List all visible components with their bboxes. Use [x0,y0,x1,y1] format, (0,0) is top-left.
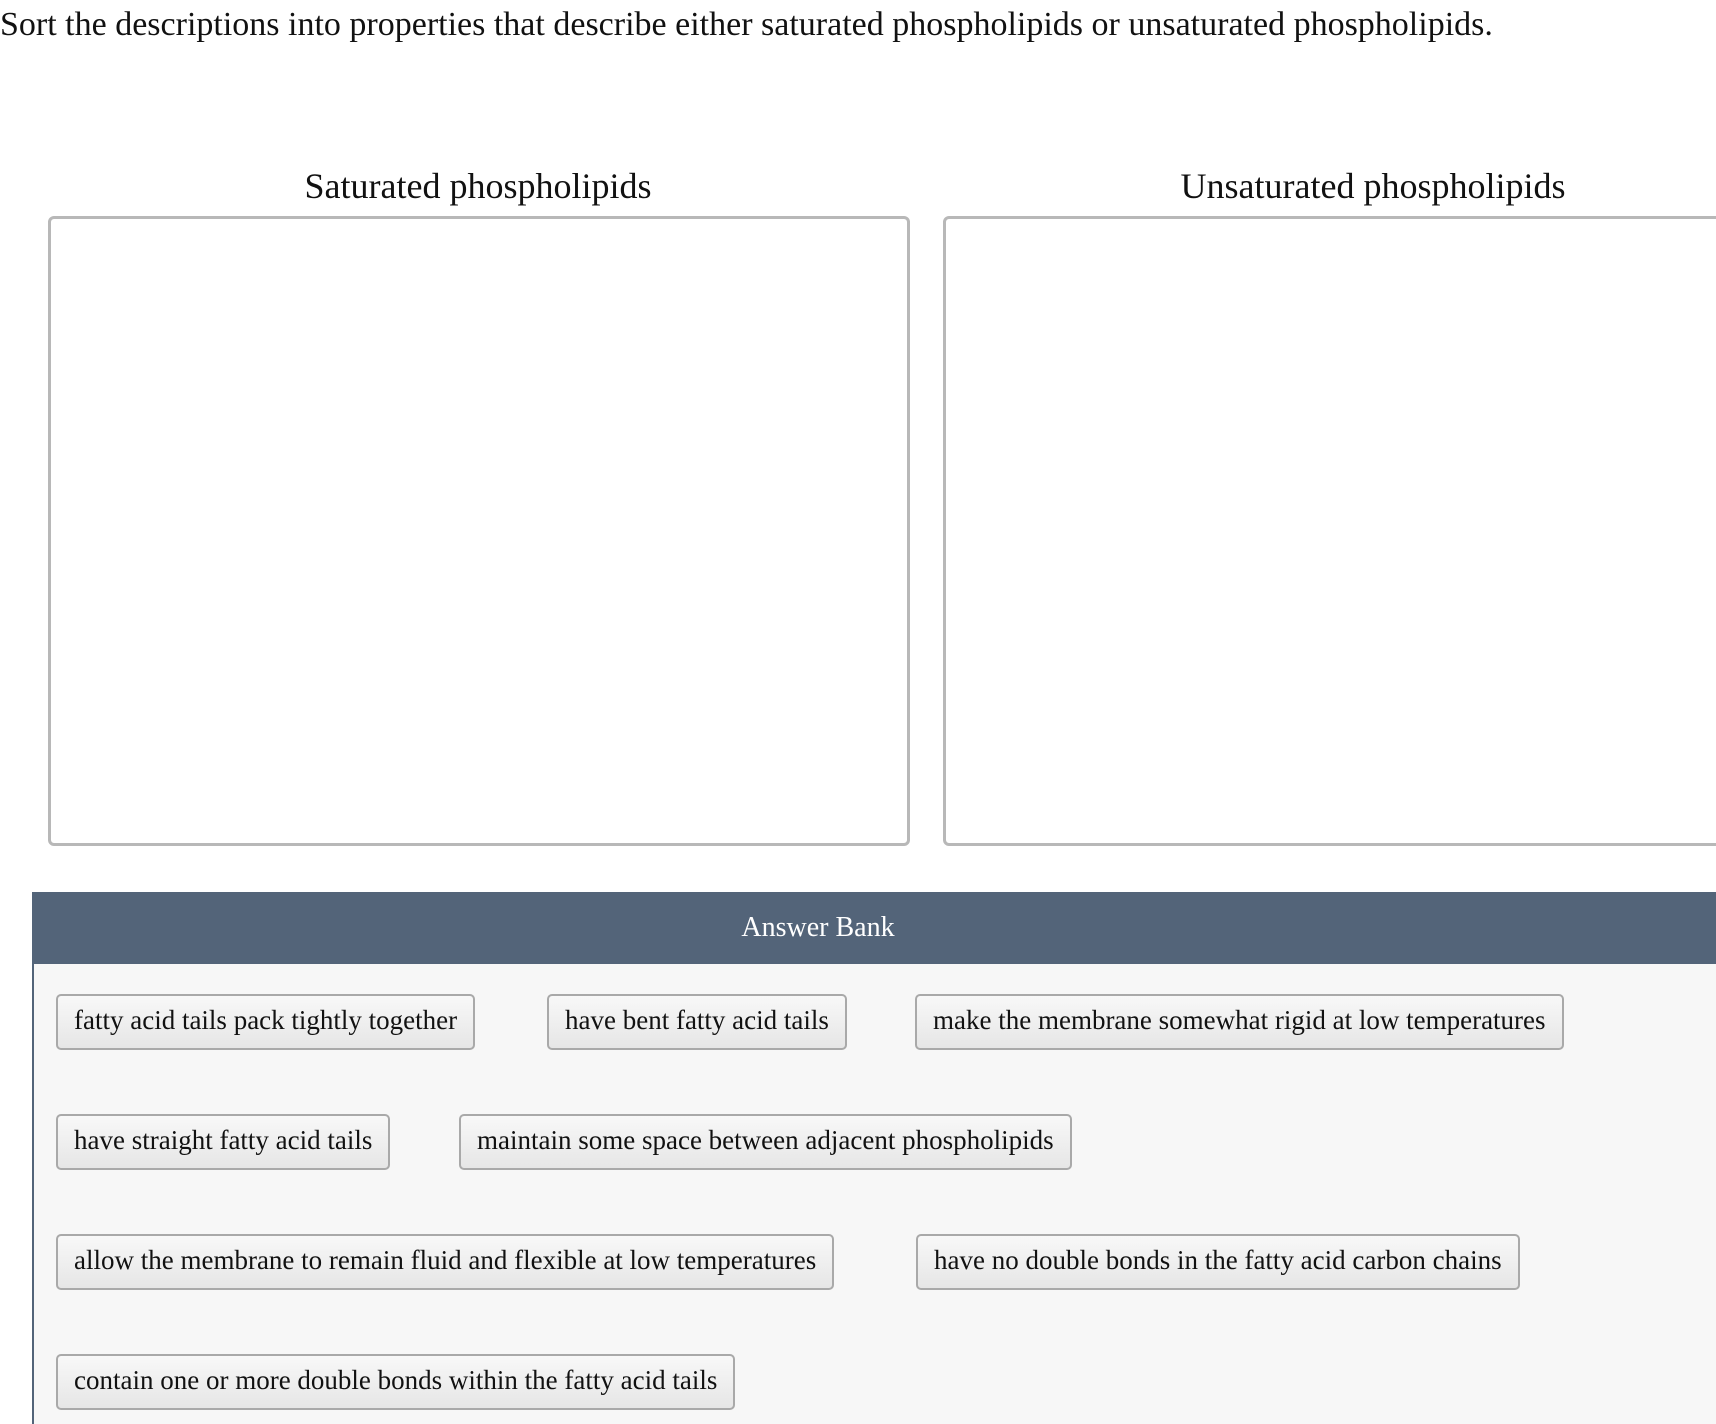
unsaturated-drop-zone[interactable] [943,216,1716,846]
answer-chip-straight-tails[interactable]: have straight fatty acid tails [56,1114,390,1170]
answer-chip-fluid-flexible[interactable]: allow the membrane to remain fluid and flexible at low temperatures [56,1234,834,1290]
answer-chip-tails-pack-tightly[interactable]: fatty acid tails pack tightly together [56,994,475,1050]
answer-bank [32,892,1716,1424]
saturated-drop-zone[interactable] [48,216,910,846]
unsaturated-bin-title: Unsaturated phospholipids [1180,166,1566,206]
answer-chip-maintain-space[interactable]: maintain some space between adjacent phospholipids [459,1114,1072,1170]
answer-chip-rigid-membrane[interactable]: make the membrane somewhat rigid at low temperatures [915,994,1564,1050]
answer-chip-no-double-bonds[interactable]: have no double bonds in the fatty acid carbon chains [916,1234,1520,1290]
question-instructions: Sort the descriptions into properties that describe either saturated phospholipids or unsaturated phospholipids. [0,6,1493,43]
answer-bank-header [34,892,1716,964]
answer-chip-bent-tails[interactable]: have bent fatty acid tails [547,994,847,1050]
answer-chip-double-bonds[interactable]: contain one or more double bonds within the fatty acid tails [56,1354,735,1410]
saturated-bin-title: Saturated phospholipids [304,166,652,206]
answer-bank-title: Answer Bank [741,912,895,943]
